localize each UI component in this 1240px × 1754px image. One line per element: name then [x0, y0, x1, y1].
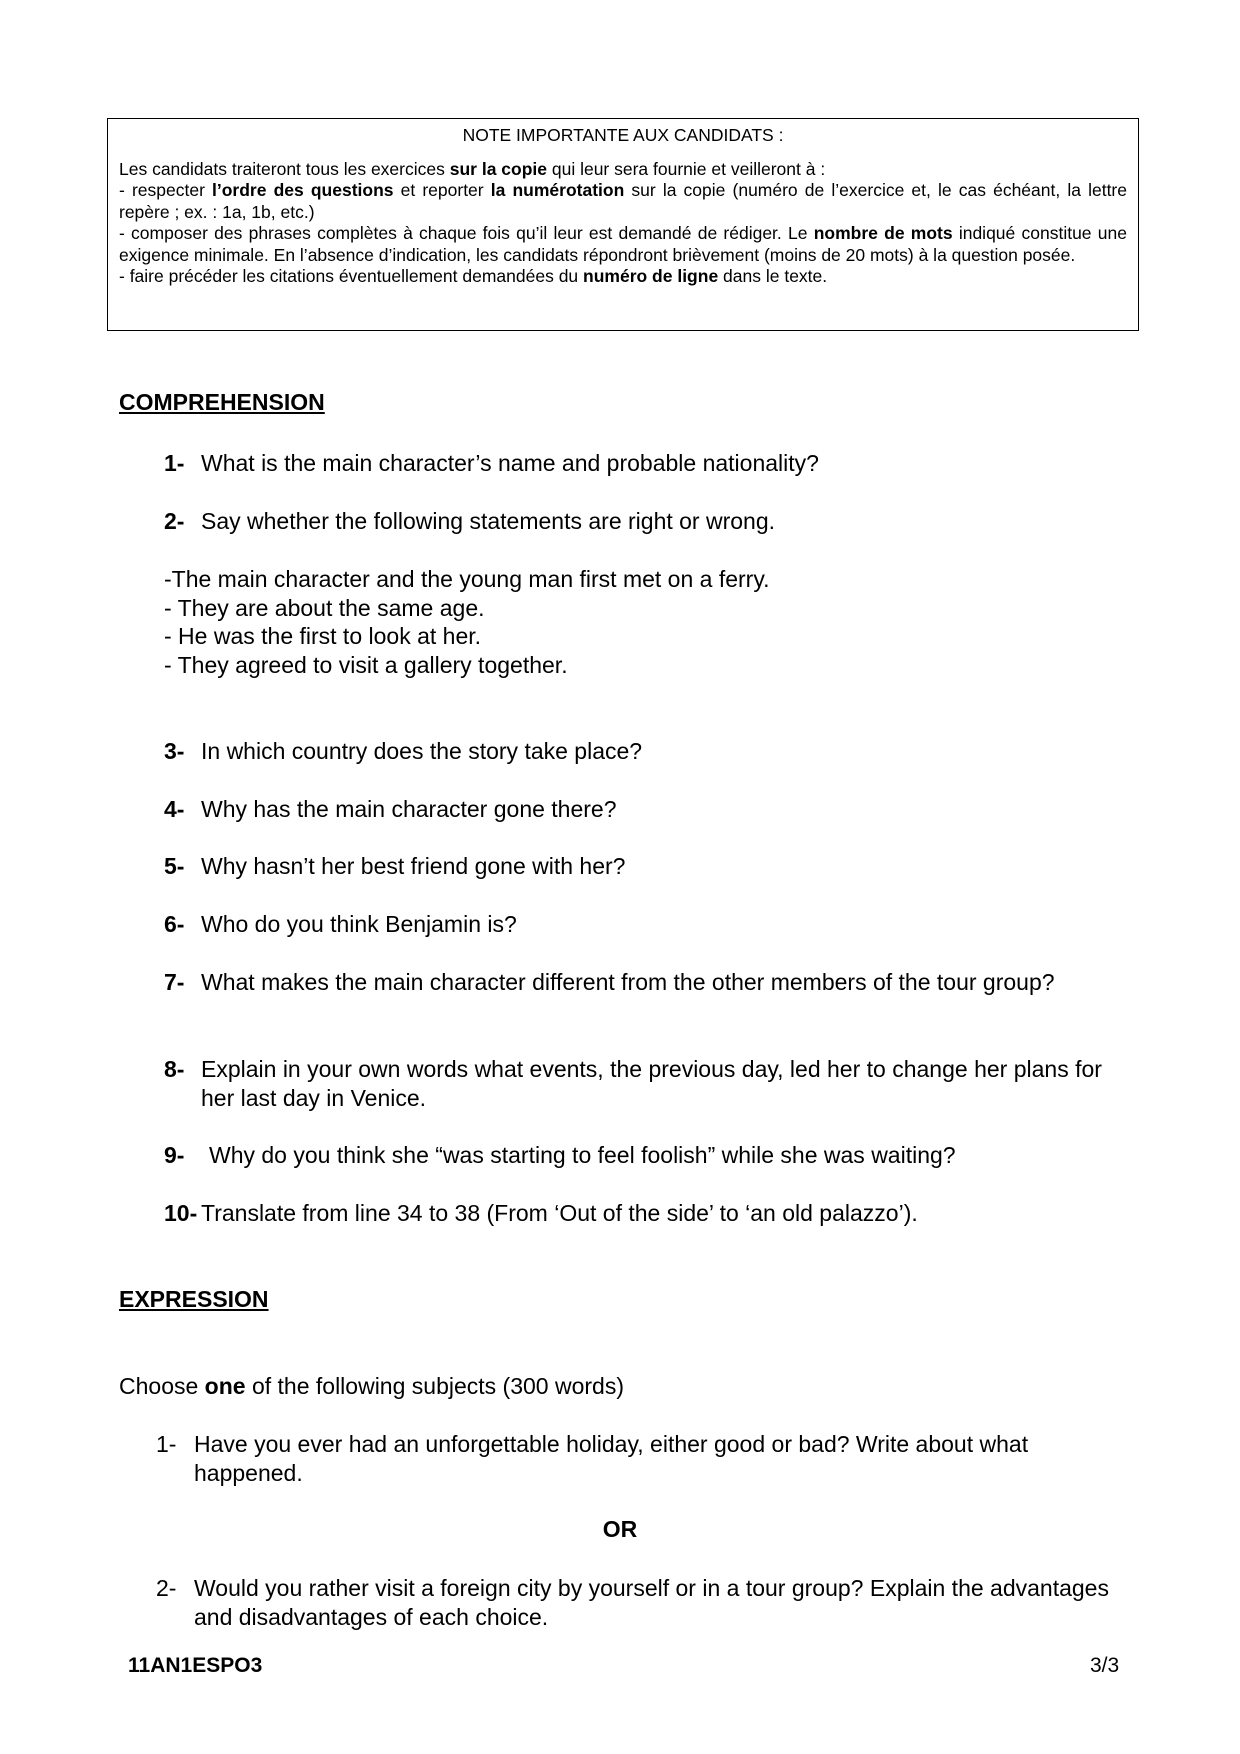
intro-text: of the following subjects (300 words) [245, 1373, 624, 1399]
question-number: 1- [164, 450, 185, 476]
note-paragraph-3 [119, 223, 1127, 266]
subject-2 [156, 1574, 1116, 1632]
intro-bold-text: one [204, 1373, 246, 1399]
question-8 [164, 1055, 1104, 1113]
question-7 [164, 968, 1104, 997]
question-text: Why hasn’t her best friend gone with her? [201, 853, 626, 879]
question-number: 10- [164, 1200, 198, 1226]
subject-text: Have you ever had an unforgettable holiday, either good or bad? Write about what happened. [194, 1431, 1029, 1486]
note-text: et reporter [393, 180, 491, 200]
note-text: sur la copie (numéro de l’exercice et, le cas échéant, la lettre repère ; ex. : 1a, 1b, etc.) [119, 180, 1127, 222]
question-text: Explain in your own words what events, the previous day, led her to change her plans for her last day in Venice. [201, 1056, 1102, 1111]
question-10 [164, 1199, 1104, 1228]
note-text: indiqué constitue une exigence minimale. En l’absence d’indication, les candidats répondront brièvement (moins de 20 mots) à la question posée. [119, 223, 1127, 265]
or-separator: OR [602, 1516, 638, 1542]
note-paragraph-4 [119, 266, 1127, 288]
note-bold-text: numéro de ligne [583, 266, 719, 286]
note-bold-text: nombre de mots [813, 223, 953, 243]
exam-code: 11AN1ESPO3 [128, 1654, 263, 1677]
question-text: What makes the main character different from the other members of the tour group? [201, 969, 1055, 995]
note-text: - respecter [119, 180, 213, 200]
expression-heading: EXPRESSION [119, 1286, 269, 1312]
statement-1: -The main character and the young man first met on a ferry. [164, 566, 770, 592]
question-number: 2- [164, 508, 185, 534]
note-bold-text: la numérotation [490, 180, 625, 200]
note-text: dans le texte. [718, 266, 828, 286]
statement-2: - They are about the same age. [164, 595, 485, 621]
question-number: 3- [164, 738, 185, 764]
note-text: qui leur sera fournie et veilleront à : [547, 158, 826, 179]
note-bold-text: sur la copie [449, 158, 547, 179]
subject-number: 2- [156, 1575, 177, 1601]
note-text: - faire précéder les citations éventuellement demandées du [119, 266, 584, 286]
question-number: 5- [164, 853, 185, 879]
subject-number: 1- [156, 1431, 177, 1457]
candidate-note-box [107, 118, 1139, 331]
question-6 [164, 910, 1104, 939]
question-text: In which country does the story take place? [201, 738, 643, 764]
expression-intro [119, 1372, 624, 1401]
note-text: Les candidats traiteront tous les exercices [119, 158, 450, 179]
question-number: 6- [164, 911, 185, 937]
question-text: Why do you think she “was starting to feel foolish” while she was waiting? [209, 1142, 956, 1168]
question-number: 4- [164, 796, 185, 822]
subject-text: Would you rather visit a foreign city by yourself or in a tour group? Explain the advantages and disadvantages of each choice. [194, 1575, 1109, 1630]
statement-4: - They agreed to visit a gallery together. [164, 652, 568, 678]
question-text: Translate from line 34 to 38 (From ‘Out of the side’ to ‘an old palazzo’). [201, 1200, 918, 1226]
question-9 [164, 1141, 1104, 1170]
note-paragraph-2 [119, 180, 1127, 223]
question-3 [164, 737, 1104, 766]
subject-1 [156, 1430, 1116, 1488]
question-2 [164, 507, 1104, 536]
question-text: Why has the main character gone there? [201, 796, 617, 822]
comprehension-heading: COMPREHENSION [119, 389, 325, 415]
question-number: 7- [164, 969, 185, 995]
question-1 [164, 449, 1104, 478]
question-5 [164, 852, 1104, 881]
question-number: 9- [164, 1142, 185, 1168]
question-text: What is the main character’s name and probable nationality? [201, 450, 819, 476]
note-paragraph-1 [119, 159, 1127, 181]
note-text: - composer des phrases complètes à chaque fois qu’il leur est demandé de rédiger. Le [119, 223, 814, 243]
note-bold-text: l’ordre des questions [212, 180, 394, 200]
question-text: Who do you think Benjamin is? [201, 911, 517, 937]
statement-3: - He was the first to look at her. [164, 623, 482, 649]
question-number: 8- [164, 1056, 185, 1082]
question-4 [164, 795, 1104, 824]
note-title: NOTE IMPORTANTE AUX CANDIDATS : [462, 125, 784, 145]
question-text: Say whether the following statements are right or wrong. [201, 508, 776, 534]
page-number: 3/3 [1090, 1654, 1120, 1677]
intro-text: Choose [119, 1373, 205, 1399]
